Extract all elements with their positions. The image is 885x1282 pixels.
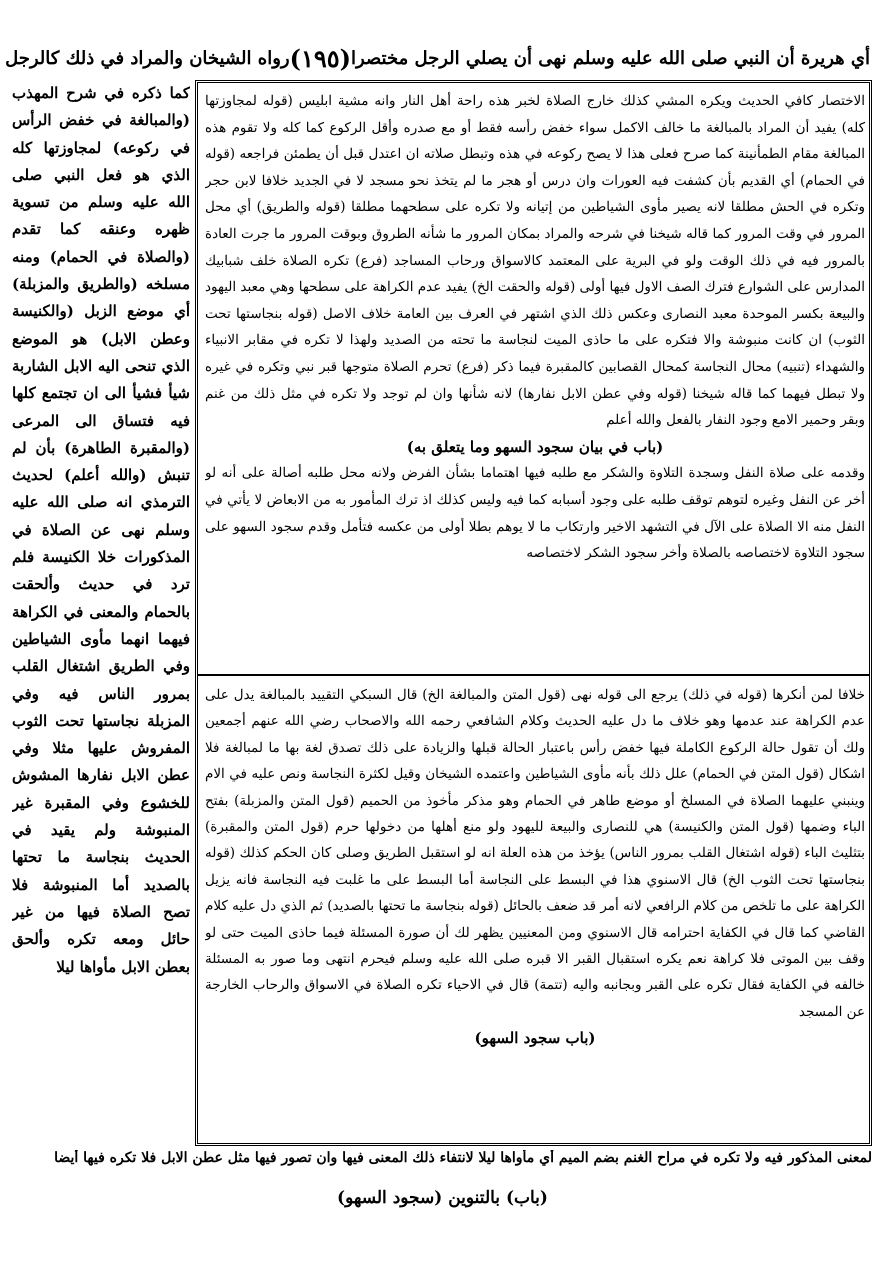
lower-commentary	[205, 682, 865, 1138]
chapter-heading: (باب في بيان سجود السهو وما يتعلق به)	[406, 437, 664, 456]
upper-commentary	[205, 88, 865, 668]
commentary-paragraph: وقدمه على صلاة النفل وسجدة التلاوة والشكر مع طلبه فيها اهتماما بشأن الفرض ولانه محل طلبه أصالة على أنه لو أخر عن النفل وغيره لتوهم توقف طلبه على وجود أسبابه كما فيه وليس كذلك اذ ترك المأمور به من الابعاض لا يأتي في النفل منه الا الصلاة على الآل في التشهد الاخير وارتكاب ما لا يوهم بطلا أولى من عكسه فتأمل وقدم سجود السهو على سجود التلاوة لاختصاصه بالصلاة وأخر سجود الشكر لاختصاصه	[205, 465, 865, 562]
main-text-paragraph: كما ذكره في شرح المهذب (والمبالغة في خفض الرأس في ركوعه) لمجاوزتها كله الذي هو فعل النبي صلى الله عليه وسلم من تسوية ظهره وعنقه كما تقدم (والصلاة في الحمام) ومنه مسلخه (والطريق والمزبلة) أي موضع الزبل (والكنيسة وعطن الابل) هو الموضع الذي تنحى اليه الابل الشاربة شيأ فشيأ الى ان تجتمع كلها فيه فتساق الى المرعى (والمقبرة الطاهرة) بأن لم تنبش (والله أعلم) لحديث الترمذي انه صلى الله عليه وسلم نهى عن الصلاة في المذكورات خلا الكنيسة فلم ترد في حديث وألحقت بالحمام والمعنى في الكراهة فيهما انهما مأوى الشياطين وفي الطريق اشتغال القلب بمرور الناس فيه وفي المزبلة نجاستها تحت الثوب المفروش عليها مثلا وفي عطن الابل نفارها المشوش للخشوع وفي المقبرة غير المنبوشة ولم يقيد في الحديث بنجاسة ما تحتها بالصديد أما المنبوشة فلا تصح الصلاة فيها من غير حائل ومعه تكره وألحق بعطن الابل مأواها ليلا	[12, 84, 190, 976]
section-divider	[198, 674, 869, 676]
footer-text-line: لمعنى المذكور فيه ولا تكره في مراح الغنم بضم الميم أي مأواها ليلا لانتفاء ذلك المعنى فيها وان تصور فيها مثل عطن الابل فلا تكره فيها أيضا	[54, 1150, 872, 1166]
running-header	[5, 38, 870, 78]
main-text-column	[12, 80, 190, 1146]
commentary-paragraph: الاختصار كافي الحديث ويكره المشي كذلك خارج الصلاة لخبر هذه راحة أهل النار وانه مشية ابليس (قوله لمجاوزتها كله) يفيد أن المراد بالمبالغة ما خالف الاكمل سواء خفض رأسه فقط أو مع صدره وأقل الركوع كما كله ولا تقوم هذه المبالغة مقام الطمأنينة كما صرح فعلى هذا لا يصح ركوعه في هذه وتبطل صلاته ان اعتدل قبل أن يطمئن فراجعه (قوله في الحمام) أي القديم بأن كشفت فيه العورات وان درس أو هجر ما لم يتخذ نحو مسجد لا في الجديد خلافا لابن حجر وتكره في الحش مطلقا لانه يصير مأوى الشياطين من إتيانه ولا تكره على سطحهما مطلقا (قوله والطريق) أي محل المرور في وقت المرور كما قاله شيخنا في شرحه والمراد بمكان المرور ما شأنه الطروق وبوقت المرور ما جرت العادة بالمرور فيه في ذلك الوقت ولو في البرية على المعتمد كالاسواق ورحاب المساجد (فرع) تكره الصلاة خلف شبابيك المدارس على الشوارع فترك الصف الاول فيها أولى (قوله والحقت الخ) يفيد عدم الكراهة على سطحها وهي معبد اليهود والبيعة بكسر الموحدة معبد النصارى وعكس ذلك الذي اشتهر في العرف بين العامة خلاف الاصل (قوله بنجاستها تحت الثوب) ان كانت منبوشة والا فتكره على ما حاذى الميت لنجاسة ما تحته من الصديد ولهذا لا تكره في مقابر الانبياء والشهداء (تنبيه) محال النجاسة كمحال القصابين كالمقبرة فيما ذكر (فرع) تحرم الصلاة متوجها قبر نبي وتكره في غيره ولا تبطل فيهما كما قاله شيخنا (قوله وفي عطن الابل نفارها) لانه شأنها وان لم توجد ولا تكره في مثل ذلك من غنم وبقر وحمير الامع وجود النفار بالفعل والله أعلم	[205, 93, 865, 429]
header-right-text: أي هريرة أن النبي صلى الله عليه وسلم نهى أن يصلي الرجل مختصرا	[350, 47, 870, 69]
header-left-text: رواه الشيخان والمراد في ذلك كالرجل	[5, 47, 290, 69]
page-number: (١٩٥)	[289, 43, 351, 73]
chapter-heading: (باب سجود السهو)	[474, 1029, 596, 1048]
commentary-paragraph: خلافا لمن أنكرها (قوله في ذلك) يرجع الى قوله نهى (قول المتن والمبالغة الخ) قال السبكي التقييد بالمبالغة يدل على عدم الكراهة عند عدمها وهو خلاف ما دل عليه الحديث وكلام الشافعي رحمه الله والاصحاب رضي الله عنهم أجمعين ولك أن تقول حالة الركوع الكاملة فيها خفض رأس باعتبار الحالة قبلها والزيادة على ذلك تصدق لغة بها ما لمبالغة فلا اشكال (قول المتن في الحمام) علل ذلك بأنه مأوى الشياطين واعتمده الشيخان وقيل لكثرة النجاسة ونص عليه في الام وينبني عليهما الصلاة في المسلخ أو موضع طاهر في الحمام وهو مذكر مأخوذ من الحميم (قول المتن والمزبلة) بفتح الباء وضمها (قول المتن والكنيسة) هي للنصارى والبيعة لليهود ولو منع أهلها من دخولها حرم (قول المتن والمقبرة) بتثليث الباء (قوله اشتغال القلب بمرور الناس) يؤخذ من هذه العلة انه لو استقبل الطريق وصلى كان الحكم كذلك (قوله بنجاستها تحت الثوب الخ) قال الاسنوي هذا في البسط على النجاسة أما البسط على ما غلبت فيه النجاسة فانه يزيل الكراهة على ما تلخص من كلام الرافعي لانه أمر قد ضعف بالحائل (قوله بنجاسة ما تحتها بالصديد) ثم الذي دل عليه كلام القاضي كما قال في الكفاية احترامه قال الاسنوي ومن المعنيين يظهر لك أن صورة المسئلة فيما حاذى الميت حتى لو وقف بين الموتى فلا كراهة نعم يكره استقبال القبر الا قبره صلى الله عليه وسلم فيحرم انتهى وما صور به المسئلة خالفه في الكفاية فقال تكره على القبر وبجانبه واليه (تتمة) قال في الاحياء تكره الصلاة في الاسواق والرحاب الخارجة عن المسجد	[205, 687, 865, 1020]
footer-chapter-title: (باب) بالتنوين (سجود السهو)	[337, 1188, 548, 1208]
